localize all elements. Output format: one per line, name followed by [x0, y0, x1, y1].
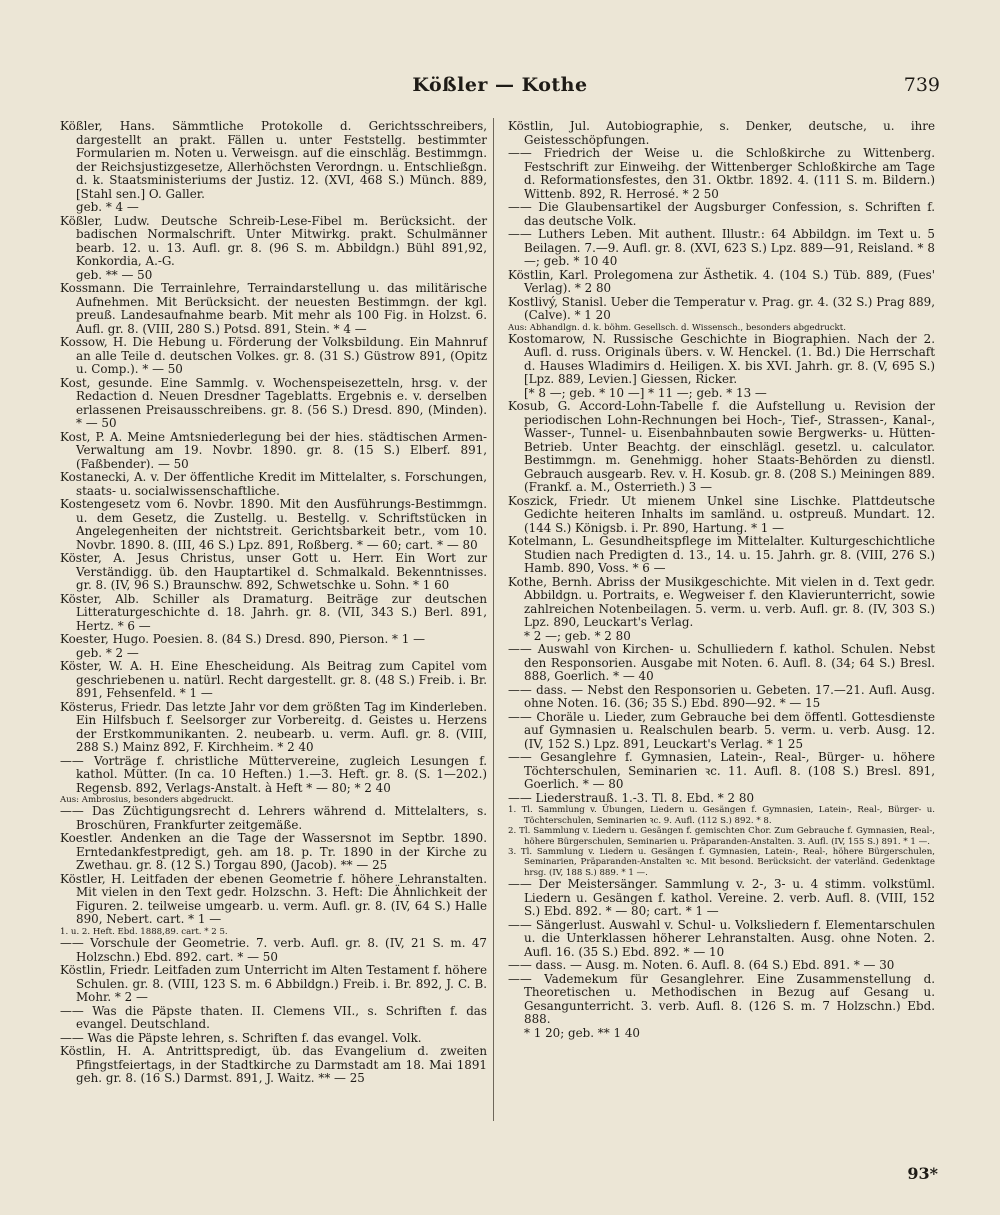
catalog-entry: —— Liederstrauß. 1.-3. Tl. 8. Ebd. * 2 80: [508, 790, 755, 805]
catalog-entry: Kost, P. A. Meine Amtsniederlegung bei der hies. städtischen Armen-Verwaltung am 19. Novbr. 1890. gr. 8. (15 S.) Elberf. 891, (Faßbender). — 50: [60, 429, 487, 471]
catalog-entry: Kößler, Ludw. Deutsche Schreib-Lese-Fibel m. Berücksicht. der badischen Normalschrift. Unter Mitwirkg. prakt. Schulmänner bearb. 12. u. 13. Aufl. gr. 8. (96 S. m. Abbildgn.) Bühl 891,92, Konkordia, A.-G. geb. ** — 50: [60, 213, 487, 282]
catalog-entry: Köstlin, H. A. Antrittspredigt, üb. das Evangelium d. zweiten Pfingstfeiertags, in der Stadtkirche zu Darmstadt am 18. Mai 1891 geh. gr. 8. (16 S.) Darmst. 891, J. Waitz. ** — 25: [60, 1044, 487, 1086]
catalog-entry: —— Auswahl von Kirchen- u. Schulliedern f. kathol. Schulen. Nebst den Responsorien. Ausgabe mit Noten. 6. Aufl. 8. (34; 64 S.) Bresl. 888, Goerlich. * — 40: [508, 642, 935, 684]
catalog-entry: —— Was die Päpste lehren, s. Schriften f. das evangel. Volk.: [60, 1030, 422, 1045]
entry-note: 1. u. 2. Heft. Ebd. 1888,89. cart. * 2 5.: [60, 926, 228, 937]
entry-note: 2. Tl. Sammlung v. Liedern u. Gesängen f. gemischten Chor. Zum Gebrauche f. Gymnasien, Real-, höhere Bürgerschulen, Seminarien u. Präparanden-Anstalten. 3. Aufl. (IV, 155 S.) 891. * 1 —.: [508, 826, 935, 847]
catalog-entry: Kotelmann, L. Gesundheitspflege im Mittelalter. Kulturgeschichtliche Studien nach Predigten d. 13., 14. u. 15. Jahrh. gr. 8. (VIII, 276 S.) Hamb. 890, Voss. * 6 —: [508, 534, 935, 576]
catalog-entry: —— Sängerlust. Auswahl v. Schul- u. Volksliedern f. Elementarschulen u. die Unterklassen höherer Lehranstalten. Ausg. ohne Noten. 2. Aufl. 16. (35 S.) Ebd. 892. * — 10: [508, 917, 935, 959]
catalog-entry: Kößler, Hans. Sämmtliche Protokolle d. Gerichtsschreibers, dargestellt an prakt. Fällen u. unter Feststellg. bestimmter Formularien m. Noten u. Verweisgn. auf die einschläg. Bestimmgn. der Reichsjustizgesetze, Allerhöchsten Verordngn. u. Entschließgn. d. k. Staatsministeriums der Justiz. 12. (XVI, 468 S.) Münch. 889, [Stahl sen.] O. Galler. geb. * 4 —: [60, 119, 487, 214]
catalog-entry: —— Luthers Leben. Mit authent. Illustr.: 64 Abbildgn. im Text u. 5 Beilagen. 7.—9. Aufl. gr. 8. (XVI, 623 S.) Lpz. 889—91, Reisland. * 8 —; geb. * 10 40: [508, 227, 935, 268]
catalog-entry: —— Was die Päpste thaten. II. Clemens VII., s. Schriften f. das evangel. Deutschland.: [60, 1003, 487, 1032]
entry-note: Aus: Abhandlgn. d. k. böhm. Gesellsch. d. Wissensch., besonders abgedruckt.: [508, 322, 846, 333]
catalog-entry: Köstler, H. Leitfaden der ebenen Geometrie f. höhere Lehranstalten. Mit vielen in den Text gedr. Holzschn. 3. Heft: Die Ähnlichkeit der Figuren. 2. teilweise umgearb. u. verm. Aufl. gr. 8. (IV, 64 S.) Halle 890, Nebert. cart. * 1 —: [60, 871, 487, 927]
catalog-entry: —— Der Meistersänger. Sammlung v. 2-, 3- u. 4 stimm. volkstüml. Liedern u. Gesängen f. kathol. Vereine. 2. verb. Aufl. 8. (VIII, 152 S.) Ebd. 892. * — 80; cart. * 1 —: [508, 877, 935, 919]
left-column: [60, 120, 487, 1086]
catalog-entry: —— dass. — Ausg. m. Noten. 6. Aufl. 8. (64 S.) Ebd. 891. * — 30: [508, 958, 895, 973]
page-number: 739: [903, 74, 940, 96]
catalog-entry: Koszick, Friedr. Ut mienem Unkel sine Lischke. Plattdeutsche Gedichte heiteren Inhalts im samländ. u. ostpreuß. Mundart. 12. (144 S.) Königsb. i. Pr. 890, Hartung. * 1 —: [508, 493, 935, 535]
catalog-entry: Kost, gesunde. Eine Sammlg. v. Wochenspeisezetteln, hrsg. v. der Redaction d. Neuen Dresdner Tageblatts. Ergebnis e. v. derselben erlassenen Preisausschreibens. gr. 8. (56 S.) Dresd. 890, (Minden). * — 50: [60, 375, 487, 430]
catalog-entry: Kossmann. Die Terrainlehre, Terraindarstellung u. das militärische Aufnehmen. Mit Berücksicht. der neuesten Bestimmgn. der kgl. preuß. Landesaufnahme bearb. Mit mehr als 100 Fig. in Holzst. 6. Aufl. gr. 8. (VIII, 280 S.) Potsd. 891, Stein. * 4 —: [60, 281, 487, 336]
catalog-entry: Kostomarow, N. Russische Geschichte in Biographien. Nach der 2. Aufl. d. russ. Originals übers. v. W. Henckel. (1. Bd.) Die Herrschaft d. Hauses Wladimirs d. Heiligen. X. bis XVI. Jahrh. gr. 8. (V, 695 S.) [Lpz. 889, Levien.] Giessen, Ricker. [* 8 —; geb. * 10 —] * 11 —; geb. * 13 —: [508, 331, 935, 400]
catalog-entry: Kothe, Bernh. Abriss der Musikgeschichte. Mit vielen in d. Text gedr. Abbildgn. u. Portraits, e. Wegweiser f. den Klavierunterricht, sowie zahlreichen Notenbeilagen. 5. verm. u. verb. Aufl. gr. 8. (IV, 303 S.) Lpz. 890, Leuckart's Verlag. * 2 —; geb. * 2 80: [508, 574, 935, 643]
entry-note: 1. Tl. Sammlung v. Übungen, Liedern u. Gesängen f. Gymnasien, Latein-, Real-, Bürger- u. Töchterschulen, Seminarien ꝛc. 9. Aufl. (112 S.) 892. * 8.: [508, 805, 935, 826]
catalog-entry: Köster, Alb. Schiller als Dramaturg. Beiträge zur deutschen Litteraturgeschichte d. 18. Jahrh. gr. 8. (VII, 343 S.) Berl. 891, Hertz. * 6 —: [60, 591, 487, 633]
catalog-entry: Kosub, G. Accord-Lohn-Tabelle f. die Aufstellung u. Revision der periodischen Lohn-Rechnungen bei Hoch-, Tief-, Strassen-, Kanal-, Wasser-, Tunnel- u. Eisenbahnbauten sowie Bergwerks- u. Hütten-Betrieb. Unter Beachtg. der einschlägl. gesetzl. u. calculator. Bestimmgn. m. Genehmigg. hoher Staats-Behörden zu dienstl. Gebrauch ausgearb. Rev. v. H. Kosub. gr. 8. (208 S.) Meiningen 889. (Frankf. a. M., Osterrieth.) 3 —: [508, 399, 935, 495]
page-header: [60, 74, 940, 104]
column-divider: [493, 118, 494, 1121]
catalog-entry: —— Choräle u. Lieder, zum Gebrauche bei dem öffentl. Gottesdienste auf Gymnasien u. Realschulen bearb. 5. verm. u. verb. Ausg. 12. (IV, 152 S.) Lpz. 891, Leuckart's Verlag. * 1 25: [508, 709, 935, 751]
running-title: Kößler — Kothe: [412, 74, 588, 96]
catalog-entry: —— Das Züchtigungsrecht d. Lehrers während d. Mittelalters, s. Broschüren, Frankfurter zeitgemäße.: [60, 804, 487, 832]
catalog-entry: —— Vademekum für Gesanglehrer. Eine Zusammenstellung d. Theoretischen u. Methodischen in Bezug auf Gesang u. Gesangunterricht. 3. verb. Aufl. 8. (126 S. m. 7 Holzschn.) Ebd. 888. * 1 20; geb. ** 1 40: [508, 971, 935, 1040]
catalog-entry: —— Die Glaubensartikel der Augsburger Confession, s. Schriften f. das deutsche Volk.: [508, 200, 935, 228]
catalog-entry: —— Vorträge f. christliche Müttervereine, zugleich Lesungen f. kathol. Mütter. (In ca. 10 Heften.) 1.—3. Heft. gr. 8. (S. 1—202.) Regensb. 892, Verlags-Anstalt. à Heft * — 80; * 2 40: [60, 753, 487, 795]
signature-mark: 93*: [907, 1164, 938, 1183]
catalog-entry: Kostanecki, A. v. Der öffentliche Kredit im Mittelalter, s. Forschungen, staats- u. socialwissenschaftliche.: [60, 470, 487, 498]
catalog-entry: Köstlin, Friedr. Leitfaden zum Unterricht im Alten Testament f. höhere Schulen. gr. 8. (VIII, 123 S. m. 6 Abbildgn.) Freib. i. Br. 892, J. C. B. Mohr. * 2 —: [60, 963, 487, 1005]
catalog-entry: Köster, A. Jesus Christus, unser Gott u. Herr. Ein Wort zur Verständigg. üb. den Hauptartikel d. Schmalkald. Bekenntnisses. gr. 8. (IV, 96 S.) Braunschw. 892, Schwetschke u. Sohn. * 1 60: [60, 551, 487, 592]
catalog-entry: Kossow, H. Die Hebung u. Förderung der Volksbildung. Ein Mahnruf an alle Teile d. deutschen Volkes. gr. 8. (31 S.) Güstrow 891, (Opitz u. Comp.). * — 50: [60, 335, 487, 376]
catalog-entry: Köstlin, Jul. Autobiographie, s. Denker, deutsche, u. ihre Geistesschöpfungen.: [508, 119, 935, 147]
catalog-entry: Kostlivý, Stanisl. Ueber die Temperatur v. Prag. gr. 4. (32 S.) Prag 889, (Calve). * 1 20: [508, 294, 935, 322]
catalog-entry: —— Friedrich der Weise u. die Schloßkirche zu Wittenberg. Festschrift zur Einweihg. der Wittenberger Schloßkirche am Tage d. Reformationsfestes, den 31. Oktbr. 1892. 4. (111 S. m. Bildern.) Wittenb. 892, R. Herrosé. * 2 50: [508, 146, 935, 201]
catalog-entry: Kösterus, Friedr. Das letzte Jahr vor dem größten Tag im Kinderleben. Ein Hilfsbuch f. Seelsorger zur Vorbereitg. d. Geistes u. Herzens der Erstkommunikanten. 2. neubearb. u. verm. Aufl. gr. 8. (VIII, 288 S.) Mainz 892, F. Kirchheim. * 2 40: [60, 699, 487, 754]
catalog-entry: Kostengesetz vom 6. Novbr. 1890. Mit den Ausführungs-Bestimmgn. u. dem Gesetz, die Zustellg. u. Bestellg. v. Schriftstücken in Angelegenheiten der nichtstreit. Gerichtsbarkeit betr., vom 10. Novbr. 1890. 8. (III, 46 S.) Lpz. 891, Roßberg. * — 60; cart. * — 80: [60, 497, 487, 552]
catalog-entry: —— dass. — Nebst den Responsorien u. Gebeten. 17.—21. Aufl. Ausg. ohne Noten. 16. (36; 35 S.) Ebd. 890—92. * — 15: [508, 682, 935, 711]
right-column: [508, 120, 935, 1040]
catalog-entry: Köstlin, Karl. Prolegomena zur Ästhetik. 4. (104 S.) Tüb. 889, (Fues' Verlag). * 2 80: [508, 267, 935, 295]
catalog-entry: Koester, Hugo. Poesien. 8. (84 S.) Dresd. 890, Pierson. * 1 — geb. * 2 —: [60, 632, 425, 660]
catalog-entry: Koestler. Andenken an die Tage der Wassersnot im Septbr. 1890. Erntedankfestpredigt, geh. am 18. p. Tr. 1890 in der Kirche zu Zwethau. gr. 8. (12 S.) Torgau 890, (Jacob). ** — 25: [60, 831, 487, 873]
catalog-entry: Köster, W. A. H. Eine Ehescheidung. Als Beitrag zum Capitel vom geschriebenen u. natürl. Recht dargestellt. gr. 8. (48 S.) Freib. i. Br. 891, Fehsenfeld. * 1 —: [60, 659, 487, 700]
catalog-entry: —— Vorschule der Geometrie. 7. verb. Aufl. gr. 8. (IV, 21 S. m. 47 Holzschn.) Ebd. 892. cart. * — 50: [60, 936, 487, 964]
entry-note: Aus: Ambrosius, besonders abgedruckt.: [60, 795, 234, 805]
catalog-entry: —— Gesanglehre f. Gymnasien, Latein-, Real-, Bürger- u. höhere Töchterschulen, Seminarien ꝛc. 11. Aufl. 8. (108 S.) Bresl. 891, Goerlich. * — 80: [508, 750, 935, 792]
entry-note: 3. Tl. Sammlung v. Liedern u. Gesängen f. Gymnasien, Latein-, Real-, höhere Bürgerschulen, Seminarien, Präparanden-Anstalten ꝛc. Mit besond. Berücksicht. der vaterländ. Gedenktage hrsg. (IV, 188 S.) 889. * 1 —.: [508, 847, 935, 878]
